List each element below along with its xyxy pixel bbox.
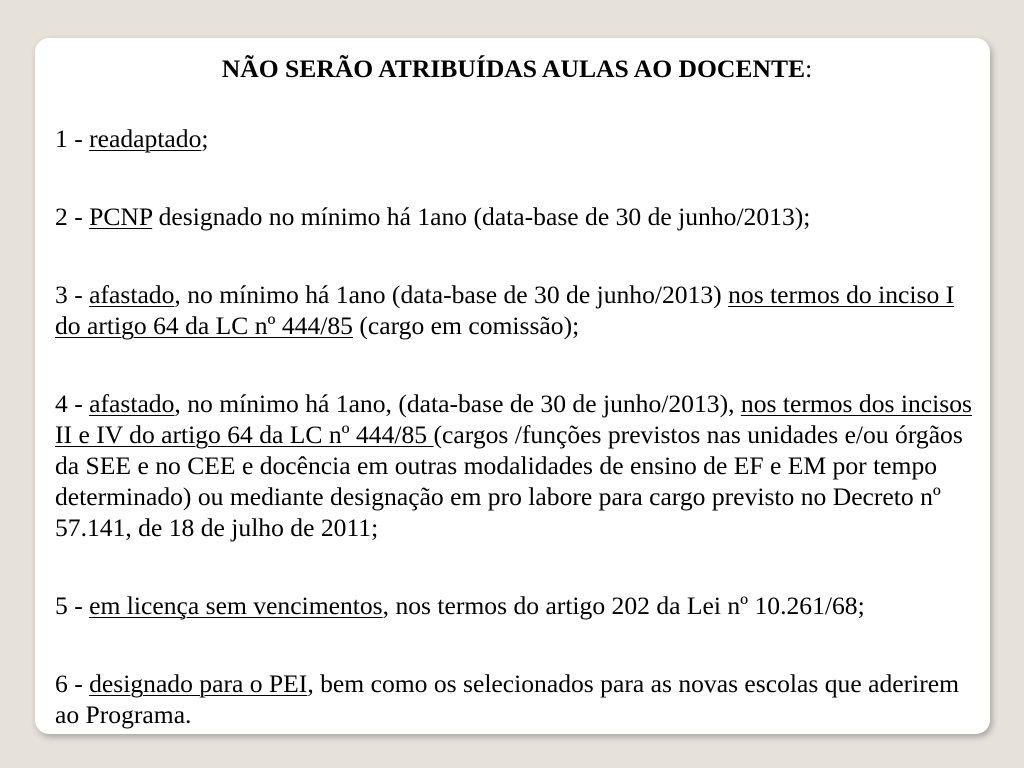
slide-title-text: NÃO SERÃO ATRIBUÍDAS AULAS AO DOCENTE [221, 54, 806, 83]
list-item-5 [55, 590, 979, 621]
slide-content [55, 53, 979, 730]
item-underlined-text: afastado [89, 280, 175, 309]
item-number: 3 - [55, 280, 90, 309]
item-number: 6 - [55, 669, 90, 698]
item-text: (cargos /funções previstos nas unidades e/ou órgãos da SEE e no CEE e docência em outras modalidades de ensino de EF e EM por tempo determinado) ou mediante designação em pro labore para cargo previsto no Decreto nº 57.141, de 18 de julho de 2011; [55, 420, 963, 542]
item-text: designado no mínimo há 1ano (data-base de 30 de junho/2013); [152, 202, 811, 231]
item-number: 5 - [55, 591, 90, 620]
item-underlined-text: readaptado [89, 124, 202, 153]
item-underlined-text: afastado [89, 389, 175, 418]
slide-title-colon: : [805, 54, 813, 83]
item-text: , no mínimo há 1ano, (data-base de 30 de junho/2013), [174, 389, 741, 418]
item-underlined-text: nos termos do inciso I do artigo 64 da LC nº 444/85 [55, 280, 955, 340]
slide-card [35, 38, 990, 734]
list-item-6 [55, 668, 979, 730]
list-item-2 [55, 201, 979, 232]
item-text: , nos termos do artigo 202 da Lei nº 10.261/68; [382, 591, 865, 620]
slide-title [55, 53, 979, 84]
list-item-1 [55, 123, 979, 154]
item-number: 1 - [55, 124, 90, 153]
item-underlined-text: em licença sem vencimentos [89, 591, 383, 620]
item-text: , no mínimo há 1ano (data-base de 30 de junho/2013) [174, 280, 729, 309]
item-text: ; [201, 124, 209, 153]
item-text: (cargo em comissão); [352, 311, 580, 340]
item-text: , bem como os selecionados para as novas escolas que aderirem ao Programa. [55, 669, 960, 729]
list-item-3 [55, 279, 979, 341]
item-number: 4 - [55, 389, 90, 418]
item-number: 2 - [55, 202, 90, 231]
item-underlined-text: designado para o PEI [89, 669, 308, 698]
item-underlined-text: PCNP [89, 202, 153, 231]
list-item-4 [55, 388, 979, 543]
item-underlined-text: nos termos dos incisos II e IV do artigo 64 da LC nº 444/85 [55, 389, 972, 449]
